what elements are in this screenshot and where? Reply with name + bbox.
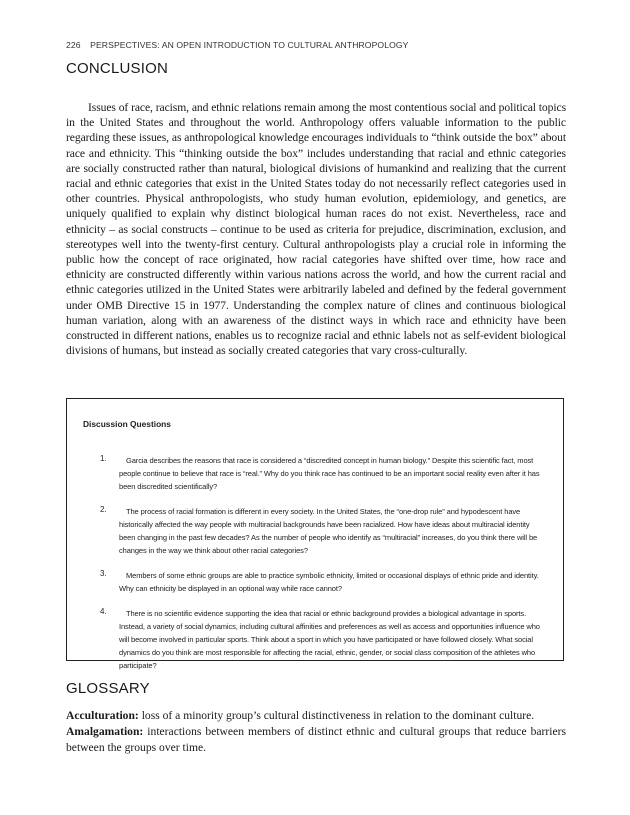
question-number: 4. bbox=[100, 607, 107, 616]
question-item bbox=[67, 607, 563, 672]
question-item bbox=[67, 454, 563, 493]
question-text: Members of some ethnic groups are able to practice symbolic ethnicity, limited or occasional displays of ethnic pride and identity. Why can ethnicity be displayed in an optional way while race cannot? bbox=[119, 571, 539, 593]
question-number: 3. bbox=[100, 569, 107, 578]
question-text: There is no scientific evidence supporting the idea that racial or ethnic background provides a biological advantage in sports. Instead, a variety of social dynamics, including cultural affinities and preferences as well as access and opportunities influence who will become involved in particular sports. Think about a sport in which you have participated or have followed closely. What social dynamics do you think are most responsible for affecting the racial, ethnic, gender, or social class composition of the athletes who participate? bbox=[119, 609, 540, 670]
glossary-term: Amalgamation: bbox=[66, 725, 144, 738]
question-list bbox=[67, 454, 563, 684]
glossary-entry bbox=[66, 708, 566, 724]
glossary-definition: interactions between members of distinct ethnic and cultural groups that reduce barriers between the groups over time. bbox=[66, 725, 566, 754]
running-head bbox=[66, 40, 409, 50]
question-item bbox=[67, 569, 563, 595]
question-number: 2. bbox=[100, 505, 107, 514]
glossary-heading: GLOSSARY bbox=[66, 680, 150, 697]
question-text: The process of racial formation is different in every society. In the United States, the “one-drop rule” and hypodescent have historically affected the way people with multiracial backgrounds have been racialized. How have ideas about multiracial identity been changing in the past few decades? As the number of people who identify as “multiracial” increases, do you think there will be changes in the way we think about other racial categories? bbox=[119, 507, 538, 555]
book-title: PERSPECTIVES: AN OPEN INTRODUCTION TO CULTURAL ANTHROPOLOGY bbox=[90, 40, 409, 50]
glossary-entry bbox=[66, 724, 566, 756]
conclusion-heading: CONCLUSION bbox=[66, 60, 169, 77]
glossary-definition: loss of a minority group’s cultural distinctiveness in relation to the dominant culture. bbox=[141, 709, 535, 722]
glossary-term: Acculturation: bbox=[66, 709, 139, 722]
glossary-list bbox=[66, 708, 566, 756]
page-number: 226 bbox=[66, 40, 81, 50]
question-text: Garcia describes the reasons that race is considered a “discredited concept in human biology.” Despite this scientific fact, most people continue to believe that race is “real.” Why do you think race has continued to be an important social reality even after it has been discredited scientifically? bbox=[119, 456, 540, 491]
question-item bbox=[67, 505, 563, 557]
conclusion-paragraph: Issues of race, racism, and ethnic relations remain among the most contentious social and political topics in the United States and throughout the world. Anthropology offers valuable information to the public regarding these issues, as anthropological knowledge encourages individuals to “think outside the box” about race and ethnicity. This “thinking outside the box” includes understanding that racial and ethnic categories are socially constructed rather than natural, biological divisions of humankind and realizing that the current racial and ethnic categories that exist in the United States today do not necessarily reflect categories used in other countries. Physical anthropologists, who study human evolution, epidemiology, and genetics, are uniquely qualified to explain why distinct biological human races do not exist. Nevertheless, race and ethnicity – as social constructs – continue to be used as criteria for prejudice, discrimination, exclusion, and stereotypes well into the twenty-first century. Cultural anthropologists play a crucial role in informing the public how the concept of race originated, how racial categories have shifted over time, how race and ethnicity are constructed differently within various nations across the world, and how the current racial and ethnic categories utilized in the United States were arbitrarily labeled and defined by the federal government under OMB Directive 15 in 1977. Understanding the complex nature of clines and continuous biological human variation, along with an awareness of the distinct ways in which race and ethnicity have been constructed in different nations, enables us to recognize racial and ethnic labels not as self-evident biological divisions of humans, but instead as socially created categories that vary cross-culturally. bbox=[66, 101, 566, 358]
discussion-questions-box bbox=[66, 398, 564, 670]
discussion-questions-title: Discussion Questions bbox=[83, 419, 171, 429]
question-number: 1. bbox=[100, 454, 107, 463]
